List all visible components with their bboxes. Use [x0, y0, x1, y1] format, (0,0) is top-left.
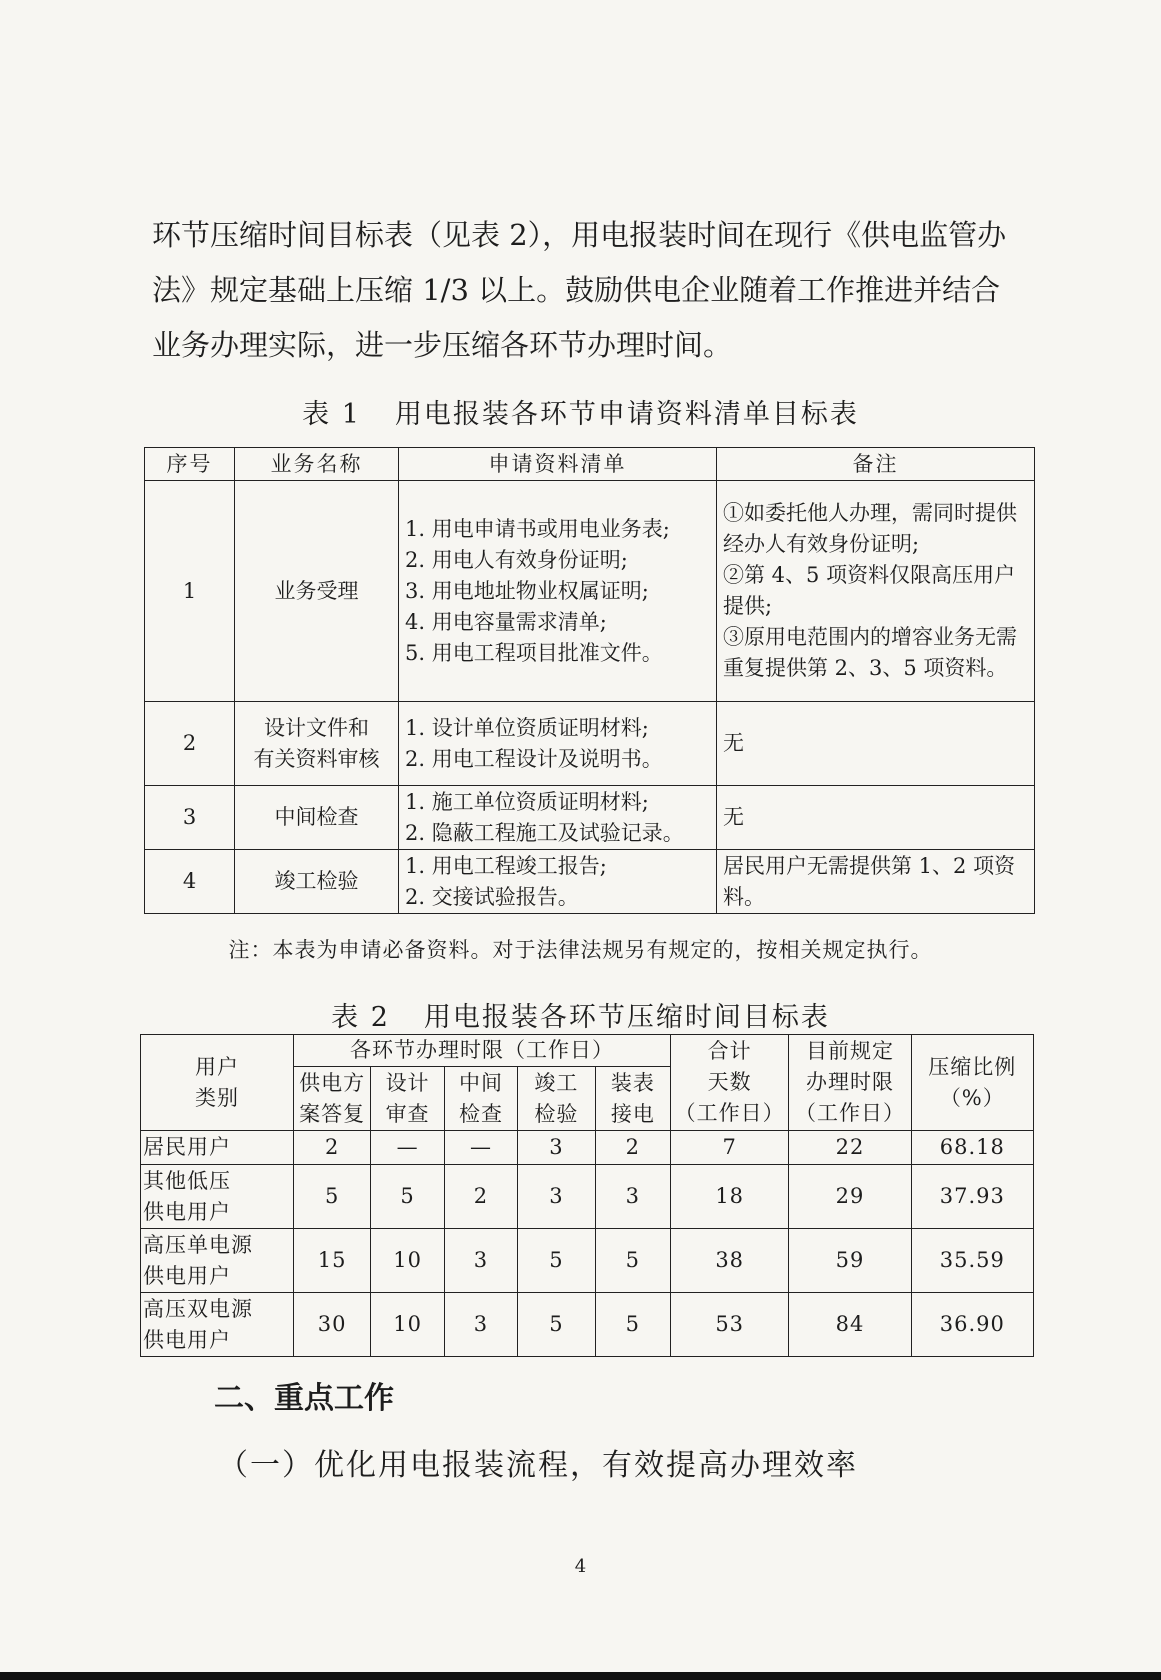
- business-name: 竣工检验: [235, 850, 399, 914]
- stage-value: 30: [293, 1293, 370, 1357]
- stage-value: 2: [293, 1131, 370, 1165]
- table1-header-row: [145, 448, 1035, 481]
- remark: ①如委托他人办理，需同时提供经办人有效身份证明; ②第 4、5 项资料仅限高压用户提供; ③原用电范围内的增容业务无需重复提供第 2、3、5 项资料。: [717, 481, 1035, 702]
- stage-value: 5: [518, 1229, 595, 1293]
- current-limit: 29: [789, 1165, 911, 1229]
- materials-list: 1. 施工单位资质证明材料; 2. 隐蔽工程施工及试验记录。: [399, 786, 717, 850]
- table2-header-row: [141, 1035, 1034, 1067]
- page-number: 4: [574, 1556, 587, 1577]
- stage-header: 装表 接电: [595, 1067, 670, 1131]
- stage-value: 10: [371, 1229, 444, 1293]
- table1-header-cell: 序号: [145, 448, 235, 481]
- user-type: 高压单电源 供电用户: [141, 1229, 294, 1293]
- compression-ratio: 35.59: [911, 1229, 1033, 1293]
- compression-ratio: 68.18: [911, 1131, 1033, 1165]
- user-type: 其他低压 供电用户: [141, 1165, 294, 1229]
- stage-header: 竣工 检验: [518, 1067, 595, 1131]
- scan-edge-bar: [0, 1672, 1161, 1680]
- current-limit: 84: [789, 1293, 911, 1357]
- stage-group-header: 各环节办理时限（工作日）: [293, 1035, 670, 1067]
- table1-header-cell: 备注: [717, 448, 1035, 481]
- business-name: 设计文件和 有关资料审核: [235, 702, 399, 786]
- remark: 无: [717, 786, 1035, 850]
- stage-value: 3: [518, 1165, 595, 1229]
- stage-value: 2: [444, 1165, 517, 1229]
- remark: 居民用户无需提供第 1、2 项资料。: [717, 850, 1035, 914]
- materials-list: 1. 用电申请书或用电业务表; 2. 用电人有效身份证明; 3. 用电地址物业权属证明; 4. 用电容量需求清单; 5. 用电工程项目批准文件。: [399, 481, 717, 702]
- table2-caption: [0, 995, 1161, 1034]
- stage-value: 15: [293, 1229, 370, 1293]
- stage-value: 3: [444, 1229, 517, 1293]
- row-number: 3: [145, 786, 235, 850]
- table-row: [145, 702, 1035, 786]
- row-number: 2: [145, 702, 235, 786]
- current-limit: 59: [789, 1229, 911, 1293]
- table1-note: 注：本表为申请必备资料。对于法律法规另有规定的，按相关规定执行。: [228, 938, 933, 962]
- table-row: [141, 1165, 1034, 1229]
- table-row: [145, 786, 1035, 850]
- ratio-header: 压缩比例 （%）: [911, 1035, 1033, 1131]
- table2-title: 用电报装各环节压缩时间目标表: [423, 1002, 830, 1033]
- table-row: [145, 850, 1035, 914]
- compression-ratio: 36.90: [911, 1293, 1033, 1357]
- table1-label: 表 1: [302, 399, 361, 430]
- table2: [140, 1034, 1034, 1357]
- row-number: 4: [145, 850, 235, 914]
- table-row: [145, 481, 1035, 702]
- business-name: 中间检查: [235, 786, 399, 850]
- remark: 无: [717, 702, 1035, 786]
- stage-value: 5: [595, 1293, 670, 1357]
- user-type: 高压双电源 供电用户: [141, 1293, 294, 1357]
- current-limit: 22: [789, 1131, 911, 1165]
- stage-header: 中间 检查: [444, 1067, 517, 1131]
- stage-value: 3: [518, 1131, 595, 1165]
- total-days: 53: [671, 1293, 789, 1357]
- stage-value: —: [444, 1131, 517, 1165]
- stage-value: 10: [371, 1293, 444, 1357]
- intro-line: 环节压缩时间目标表（见表 2），用电报装时间在现行《供电监管办: [152, 218, 1007, 252]
- section-subheading: （一）优化用电报装流程，有效提高办理效率: [218, 1448, 858, 1483]
- table1-header-cell: 申请资料清单: [399, 448, 717, 481]
- intro-line: 法》规定基础上压缩 1/3 以上。鼓励供电企业随着工作推进并结合: [152, 273, 1001, 307]
- stage-value: —: [371, 1131, 444, 1165]
- table-row: [141, 1229, 1034, 1293]
- compression-ratio: 37.93: [911, 1165, 1033, 1229]
- table1: [144, 447, 1035, 914]
- total-days: 18: [671, 1165, 789, 1229]
- user-type: 居民用户: [141, 1131, 294, 1165]
- current-limit-header: 目前规定 办理时限 （工作日）: [789, 1035, 911, 1131]
- intro-paragraph: [152, 208, 1032, 373]
- stage-header: 供电方 案答复: [293, 1067, 370, 1131]
- stage-value: 5: [293, 1165, 370, 1229]
- intro-line: 业务办理实际，进一步压缩各环节办理时间。: [152, 328, 733, 362]
- row-number: 1: [145, 481, 235, 702]
- stage-value: 5: [518, 1293, 595, 1357]
- stage-value: 5: [595, 1229, 670, 1293]
- table-row: [141, 1131, 1034, 1165]
- materials-list: 1. 用电工程竣工报告; 2. 交接试验报告。: [399, 850, 717, 914]
- stage-value: 3: [444, 1293, 517, 1357]
- table-row: [141, 1293, 1034, 1357]
- total-days: 38: [671, 1229, 789, 1293]
- stage-value: 3: [595, 1165, 670, 1229]
- table1-title: 用电报装各环节申请资料清单目标表: [394, 399, 859, 430]
- section-heading: 二、重点工作: [214, 1381, 394, 1416]
- business-name: 业务受理: [235, 481, 399, 702]
- user-type-header: 用户 类别: [141, 1035, 294, 1131]
- stage-header: 设计 审查: [371, 1067, 444, 1131]
- materials-list: 1. 设计单位资质证明材料; 2. 用电工程设计及说明书。: [399, 702, 717, 786]
- table1-header-cell: 业务名称: [235, 448, 399, 481]
- total-days: 7: [671, 1131, 789, 1165]
- stage-value: 2: [595, 1131, 670, 1165]
- total-days-header: 合计 天数 （工作日）: [671, 1035, 789, 1131]
- stage-value: 5: [371, 1165, 444, 1229]
- table1-caption: [0, 392, 1161, 431]
- table2-label: 表 2: [331, 1002, 390, 1033]
